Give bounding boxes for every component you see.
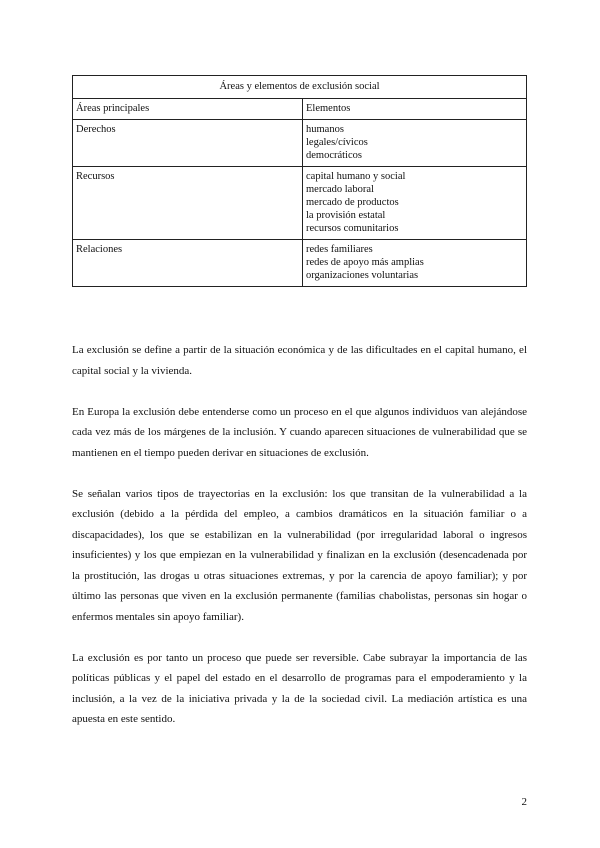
body-text [72, 340, 527, 750]
element-item: mercado laboral [306, 184, 374, 195]
header-elements: Elementos [303, 99, 527, 120]
page-number: 2 [521, 796, 527, 808]
paragraph-reversible: La exclusión es por tanto un proceso que puede ser reversible. Cabe subrayar la importancia de las políticas públicas y el papel del estado en el desarrollo de programas para el empoderamiento y la inclusión, a la vez de la iniciativa privada y la de la sociedad civil. La mediación artística es una apuesta en este sentido. [72, 651, 527, 725]
table-caption: Áreas y elementos de exclusión social [73, 76, 527, 99]
header-areas: Áreas principales [73, 99, 303, 120]
table-row [73, 167, 527, 240]
row-area-relaciones: Relaciones [73, 240, 303, 287]
row-elements-derechos [303, 120, 527, 167]
row-elements-recursos [303, 167, 527, 240]
table-row [73, 120, 527, 167]
element-item: legales/cívicos [306, 137, 368, 148]
paragraph-definition: La exclusión se define a partir de la situación económica y de las dificultades en el capital humano, el capital social y la vivienda. [72, 344, 527, 377]
row-area-derechos: Derechos [73, 120, 303, 167]
element-item: recursos comunitarios [306, 223, 399, 234]
row-area-recursos: Recursos [73, 167, 303, 240]
paragraph-europe: En Europa la exclusión debe entenderse como un proceso en el que algunos individuos van alejándose cada vez más de los márgenes de la inclusión. Y cuando aparecen situaciones de vulnerabilidad que se mantienen en el tiempo pueden derivar en situaciones de exclusión. [72, 405, 527, 459]
element-item: redes de apoyo más amplias [306, 257, 424, 268]
table-header-row [73, 99, 527, 120]
element-item: humanos [306, 124, 344, 135]
element-item: organizaciones voluntarias [306, 270, 419, 281]
element-item: democráticos [306, 150, 362, 161]
table-row [73, 240, 527, 287]
paragraph-trajectories: Se señalan varios tipos de trayectorias en la exclusión: los que transitan de la vulnerabilidad a la exclusión (debido a la pérdida del empleo, a cambios dramáticos en la situación familiar o a discapacidades), los que se estabilizan en la vulnerabilidad (por irregularidad laboral o ingresos insuficientes) y los que empiezan en la vulnerabilidad y finalizan en la exclusión (desencadenada por la prostitución, las drogas u otras situaciones extremas, y por la carencia de apoyo familiar); y por último las personas que viven en la exclusión permanente (familias chabolistas, personas sin hogar o enfermos mentales sin apoyo familiar). [72, 487, 527, 623]
element-item: redes familiares [306, 244, 373, 255]
element-item: capital humano y social [306, 171, 406, 182]
table-caption-row [73, 76, 527, 99]
row-elements-relaciones [303, 240, 527, 287]
exclusion-areas-table [72, 75, 527, 287]
element-item: la provisión estatal [306, 210, 386, 221]
element-item: mercado de productos [306, 197, 399, 208]
